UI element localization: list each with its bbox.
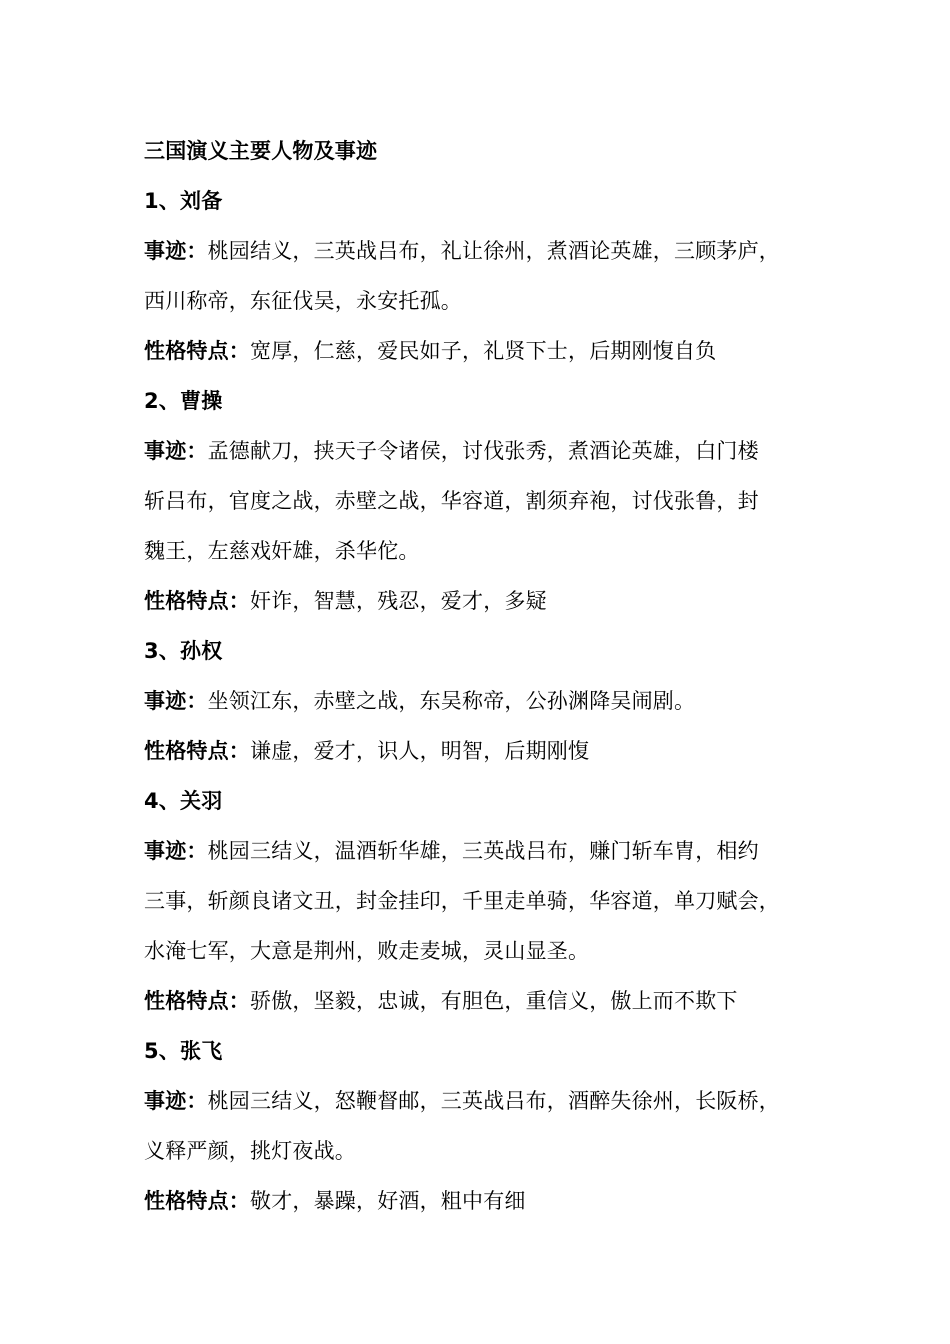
traits-line	[144, 976, 834, 1026]
traits-text: 敬才，暴躁，好酒，粗中有细	[250, 1189, 526, 1213]
deeds-label: 事迹：	[144, 1089, 208, 1113]
deeds-line	[144, 226, 834, 276]
traits-label: 性格特点：	[144, 1189, 250, 1213]
deeds-text: 孟德献刀，挟天子令诸侯，讨伐张秀，煮酒论英雄，白门楼	[207, 439, 759, 463]
character-heading: 4、关羽	[144, 789, 223, 813]
deeds-line: 斩吕布，官度之战，赤壁之战，华容道，割须弃袍，讨伐张鲁，封	[144, 489, 759, 513]
character-heading: 3、孙权	[144, 639, 223, 663]
deeds-line	[144, 826, 834, 876]
traits-text: 骄傲，坚毅，忠诚，有胆色，重信义，傲上而不欺下	[250, 989, 738, 1013]
deeds-label: 事迹：	[144, 439, 208, 463]
deeds-line: 魏王，左慈戏奸雄，杀华佗。	[144, 539, 420, 563]
traits-text: 宽厚，仁慈，爱民如子，礼贤下士，后期刚愎自负	[250, 339, 717, 363]
character-heading: 2、曹操	[144, 389, 223, 413]
traits-label: 性格特点：	[144, 339, 250, 363]
deeds-line: 义释严颜，挑灯夜战。	[144, 1139, 356, 1163]
traits-line	[144, 726, 834, 776]
traits-line	[144, 1176, 834, 1226]
document-body	[144, 126, 834, 1226]
deeds-text: 桃园结义，三英战吕布，礼让徐州，煮酒论英雄，三顾茅庐，	[207, 239, 781, 263]
deeds-label: 事迹：	[144, 839, 208, 863]
deeds-line: 西川称帝，东征伐吴，永安托孤。	[144, 289, 462, 313]
document-title: 三国演义主要人物及事迹	[144, 139, 378, 163]
deeds-label: 事迹：	[144, 689, 208, 713]
deeds-line	[144, 426, 834, 476]
character-heading: 1、刘备	[144, 189, 223, 213]
deeds-label: 事迹：	[144, 239, 208, 263]
traits-label: 性格特点：	[144, 739, 250, 763]
traits-text: 谦虚，爱才，识人，明智，后期刚愎	[250, 739, 590, 763]
deeds-line	[144, 1076, 834, 1126]
deeds-text: 坐领江东，赤壁之战，东吴称帝，公孙渊降吴闹剧。	[207, 689, 696, 713]
traits-label: 性格特点：	[144, 989, 250, 1013]
deeds-line	[144, 676, 834, 726]
traits-text: 奸诈，智慧，残忍，爱才，多疑	[250, 589, 547, 613]
deeds-line: 三事，斩颜良诸文丑，封金挂印，千里走单骑，华容道，单刀赋会，	[144, 889, 780, 913]
traits-label: 性格特点：	[144, 589, 250, 613]
deeds-text: 桃园三结义，怒鞭督邮，三英战吕布，酒醉失徐州，长阪桥，	[207, 1089, 781, 1113]
deeds-text: 桃园三结义，温酒斩华雄，三英战吕布，赚门斩车胄，相约	[207, 839, 759, 863]
traits-line	[144, 326, 834, 376]
traits-line	[144, 576, 834, 626]
character-heading: 5、张飞	[144, 1039, 223, 1063]
deeds-line: 水淹七军，大意是荆州，败走麦城，灵山显圣。	[144, 939, 590, 963]
